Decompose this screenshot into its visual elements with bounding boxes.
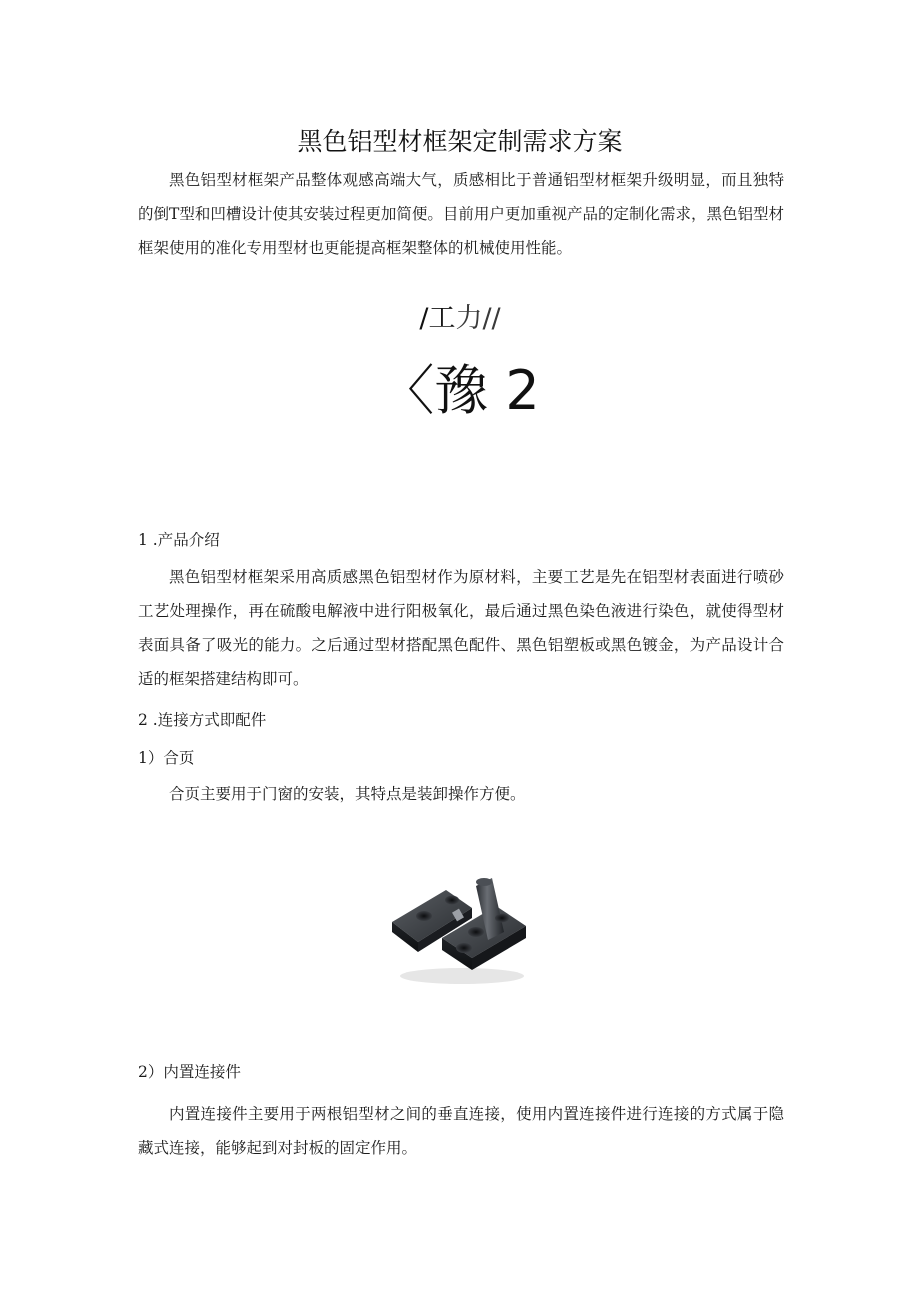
subsection-heading-internal-connector: 2）内置连接件	[138, 1063, 241, 1081]
logo-text-bottom: 〈豫 2	[380, 359, 540, 422]
section-heading-connections: 2 .连接方式即配件	[138, 711, 267, 729]
subsection-heading-hinge: 1）合页	[138, 749, 195, 767]
subsection-body-hinge: 合页主要用于门窗的安装，其特点是装卸操作方便。	[169, 785, 526, 803]
intro-paragraph: 黑色铝型材框架产品整体观感高端大气，质感相比于普通铝型材框架升级明显，而且独特的倒T型和凹槽设计使其安装过程更加简便。目前用户更加重视产品的定制化需求，黑色铝型材框架使用的准化专用型材也更能提高框架整体的机械使用性能。	[138, 171, 784, 257]
subsection-body-internal-connector: 内置连接件主要用于两根铝型材之间的垂直连接，使用内置连接件进行连接的方式属于隐藏式连接，能够起到对封板的固定作用。	[138, 1105, 784, 1157]
logo-text-top-accent: 力//	[455, 303, 501, 334]
section-body-product-intro: 黑色铝型材框架采用高质感黑色铝型材作为原材料，主要工艺是先在铝型材表面进行喷砂工艺处理操作，再在硫酸电解液中进行阳极氧化，最后通过黑色染色液进行染色，就使得型材表面具备了吸光的能力。之后通过型材搭配黑色配件、黑色铝塑板或黑色镀金，为产品设计合适的框架搭建结构即可。	[138, 568, 784, 688]
logo-text-top-prefix: /工	[419, 303, 456, 334]
logo-text-top	[0, 296, 920, 335]
page-title: 黑色铝型材框架定制需求方案	[297, 127, 623, 156]
section-heading-product-intro: 1 .产品介绍	[138, 531, 220, 549]
hinge-image	[380, 872, 540, 992]
